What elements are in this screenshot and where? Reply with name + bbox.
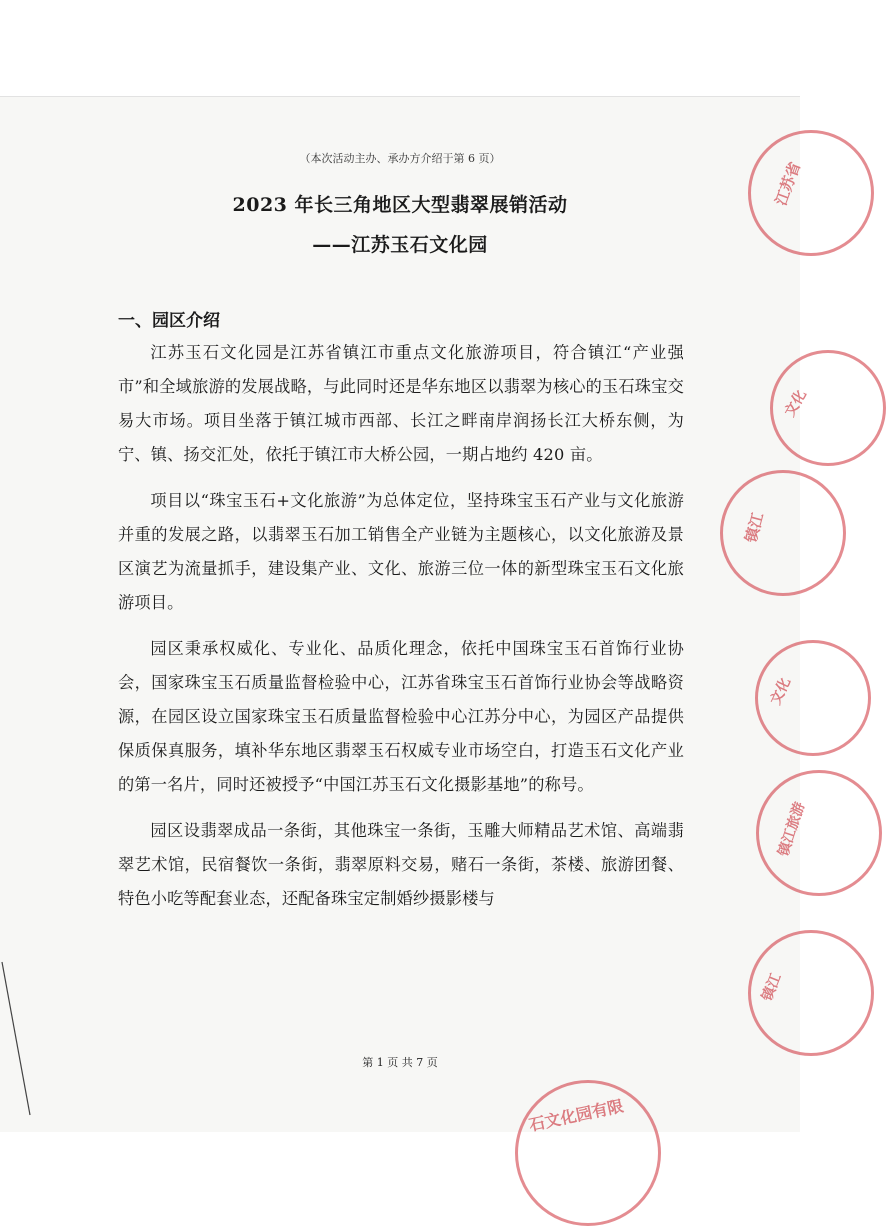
paragraph: 园区秉承权威化、专业化、品质化理念，依托中国珠宝玉石首饰行业协会，国家珠宝玉石质量监督检验中心，江苏省珠宝玉石首饰行业协会等战略资源，在园区设立国家珠宝玉石质量监督检验中心江苏分中心，为园区产品提供保质保真服务，填补华东地区翡翠玉石权威专业市场空白，打造玉石文化产业的第一名片，同时还被授予“中国江苏玉石文化摄影基地”的称号。 <box>118 639 684 794</box>
seal-stamp <box>515 1080 661 1226</box>
paragraph: 园区设翡翠成品一条街，其他珠宝一条街，玉雕大师精品艺术馆、高端翡翠艺术馆，民宿餐饮一条街，翡翠原料交易，赌石一条街，茶楼、旅游团餐、特色小吃等配套业态，还配备珠宝定制婚纱摄影楼与 <box>118 821 684 908</box>
seal-stamp-text: 镇江 <box>759 971 785 1004</box>
seal-stamp-text: 江苏省 <box>771 159 805 208</box>
seal-stamp-text: 文化 <box>781 387 810 420</box>
paragraph: 项目以“珠宝玉石+文化旅游”为总体定位，坚持珠宝玉石产业与文化旅游并重的发展之路，以翡翠玉石加工销售全产业链为主题核心，以文化旅游及景区演艺为流量抓手，建设集产业、文化、旅游三位一体的新型珠宝玉石文化旅游项目。 <box>118 491 684 612</box>
body-text <box>118 336 684 928</box>
seal-stamp <box>748 930 874 1056</box>
seal-stamp <box>756 770 882 896</box>
document-title: 2023 年长三角地区大型翡翠展销活动 <box>232 194 568 216</box>
section-heading: 一、园区介绍 <box>118 311 220 331</box>
seal-stamp <box>770 350 886 466</box>
page-number: 第 1 页 共 7 页 <box>362 1056 438 1069</box>
paragraph: 江苏玉石文化园是江苏省镇江市重点文化旅游项目，符合镇江“产业强市”和全域旅游的发展战略，与此同时还是华东地区以翡翠为核心的玉石珠宝交易大市场。项目坐落于镇江城市西部、长江之畔南岸润扬长江大桥东侧，为宁、镇、扬交汇处，依托于镇江市大桥公园，一期占地约 420 亩。 <box>118 343 684 464</box>
seal-stamp <box>720 470 846 596</box>
seal-stamp-text: 石文化园有限 <box>527 1096 626 1135</box>
scan-artifact <box>0 960 40 1120</box>
document-subtitle: ——江苏玉石文化园 <box>312 234 488 256</box>
seal-stamp-text: 文化 <box>767 675 795 708</box>
seal-stamp <box>755 640 871 756</box>
organizer-note: （本次活动主办、承办方介绍于第 6 页） <box>299 152 501 165</box>
seal-stamp-text: 镇江旅游 <box>775 800 809 859</box>
seal-stamp-text: 镇江 <box>741 510 768 545</box>
seal-stamp <box>748 130 874 256</box>
